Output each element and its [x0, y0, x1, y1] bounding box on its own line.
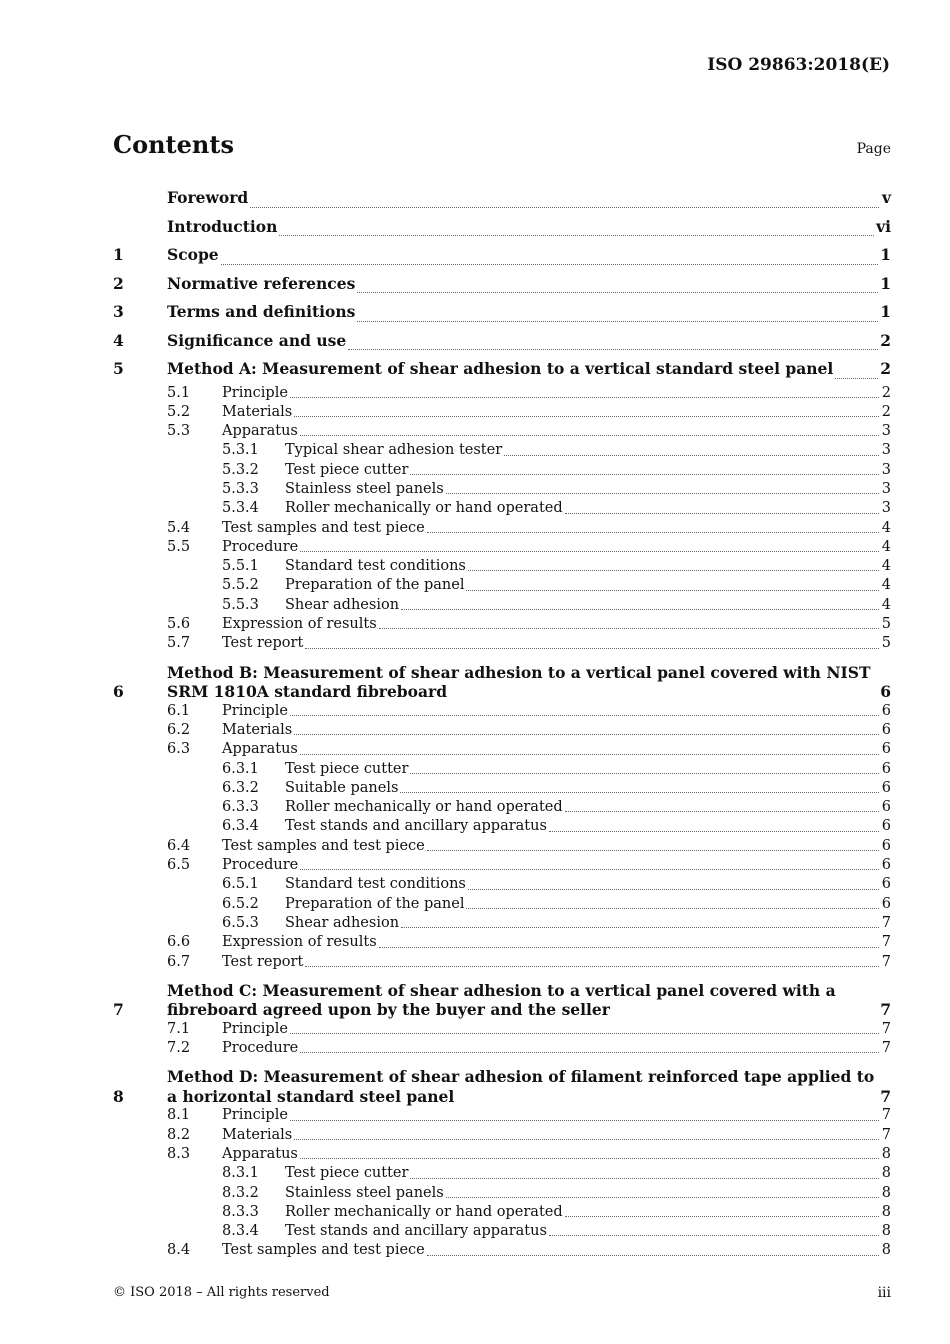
- toc-entry[interactable]: [113, 1222, 891, 1241]
- toc-entry-page[interactable]: 7: [881, 1107, 891, 1124]
- dot-leader: [468, 889, 879, 890]
- dot-leader: [466, 590, 879, 591]
- toc-entry[interactable]: [113, 241, 891, 270]
- toc-entry-title[interactable]: Normative references: [167, 273, 356, 293]
- toc-entry-title[interactable]: Materials: [222, 1126, 293, 1143]
- dot-leader: [290, 1033, 879, 1034]
- dot-leader: [565, 811, 879, 812]
- toc-entry-page[interactable]: 6: [881, 779, 891, 796]
- toc-entry-number: 5.1: [167, 384, 191, 401]
- toc-entry-title[interactable]: Shear adhesion: [285, 914, 400, 931]
- toc-entry-number: 6.1: [167, 702, 191, 719]
- toc-entry-page[interactable]: 7: [880, 1086, 891, 1106]
- dot-leader: [549, 1235, 879, 1236]
- toc-entry-number: 6: [113, 682, 124, 702]
- toc-entry-title[interactable]: Principle: [222, 384, 288, 401]
- toc-entry-number: 6.6: [167, 934, 191, 951]
- page-footer: [113, 1285, 891, 1301]
- dot-leader: [300, 1052, 879, 1053]
- toc-entry-page[interactable]: 4: [881, 538, 891, 555]
- toc-entry-page[interactable]: 8: [881, 1203, 891, 1220]
- dot-leader: [348, 349, 878, 350]
- dot-leader: [427, 850, 879, 851]
- toc-entry-number: 6.3: [167, 741, 191, 758]
- toc-entry[interactable]: [113, 184, 891, 213]
- toc-entry[interactable]: [113, 1067, 891, 1106]
- toc-entry-number: 8.3.4: [222, 1223, 259, 1240]
- toc-entry-page[interactable]: 5: [881, 616, 891, 633]
- toc-entry-page[interactable]: 8: [881, 1223, 891, 1240]
- toc-entry-title[interactable]: Test samples and test piece: [222, 1242, 425, 1259]
- toc-entry[interactable]: [113, 461, 891, 480]
- toc-entry-page[interactable]: 7: [880, 1000, 891, 1020]
- table-of-contents: [113, 184, 891, 1261]
- toc-entry-number: 6.7: [167, 953, 191, 970]
- dot-leader: [300, 435, 879, 436]
- dot-leader: [300, 1158, 879, 1159]
- toc-entry-number: 8.3: [167, 1146, 191, 1162]
- toc-entry-number: 2: [113, 273, 124, 293]
- toc-entry-number: 8.4: [167, 1242, 191, 1259]
- dot-leader: [290, 1120, 879, 1121]
- toc-entry-page[interactable]: 6: [881, 702, 891, 719]
- toc-entry-page[interactable]: 3: [881, 423, 891, 440]
- toc-entry-page[interactable]: 8: [881, 1146, 891, 1162]
- toc-entry-number: 6.5.1: [222, 876, 259, 893]
- toc-entry-number: 6.3.4: [222, 818, 259, 835]
- toc-entry-title[interactable]: Roller mechanically or hand operated: [285, 1203, 563, 1220]
- toc-entry-title[interactable]: Test samples and test piece: [222, 519, 425, 536]
- toc-entry-number: 5.2: [167, 403, 191, 420]
- toc-entry-page[interactable]: 5: [881, 635, 891, 652]
- toc-entry-title[interactable]: Significance and use: [167, 330, 347, 350]
- toc-entry-number: 6.2: [167, 721, 191, 738]
- dot-leader: [446, 1197, 879, 1198]
- toc-entry-number: 6.3.1: [222, 760, 259, 777]
- toc-entry[interactable]: [113, 663, 891, 702]
- toc-entry[interactable]: [113, 1106, 891, 1125]
- dot-leader: [400, 792, 879, 793]
- toc-entry-page[interactable]: 8: [881, 1165, 891, 1182]
- toc-entry-page[interactable]: 4: [881, 558, 891, 575]
- toc-entry-number: 4: [113, 330, 124, 350]
- dot-leader: [221, 264, 879, 265]
- toc-entry[interactable]: [113, 1126, 891, 1145]
- toc-entry-title[interactable]: Apparatus: [222, 741, 298, 758]
- toc-entry-page[interactable]: 1: [880, 302, 891, 321]
- dot-leader: [446, 493, 879, 494]
- page-column-label: Page: [856, 141, 891, 157]
- toc-entry[interactable]: [113, 213, 891, 242]
- toc-entry-title[interactable]: Principle: [222, 702, 288, 719]
- toc-entry[interactable]: [113, 634, 891, 653]
- toc-entry-page[interactable]: 7: [881, 1020, 891, 1037]
- toc-entry-page[interactable]: 3: [881, 461, 891, 478]
- toc-entry-page[interactable]: 6: [881, 837, 891, 854]
- toc-entry-number: 8.3.2: [222, 1184, 259, 1201]
- toc-entry-page[interactable]: 7: [881, 953, 891, 970]
- toc-entry[interactable]: [113, 760, 891, 779]
- toc-entry-page[interactable]: 6: [881, 799, 891, 816]
- toc-entry[interactable]: [113, 817, 891, 836]
- toc-entry[interactable]: [113, 615, 891, 634]
- toc-entry[interactable]: [113, 981, 891, 1020]
- toc-entry-number: 5.3.1: [222, 442, 259, 459]
- toc-entry-title[interactable]: Standard test conditions: [285, 876, 466, 893]
- toc-entry-number: 8.2: [167, 1126, 191, 1143]
- toc-entry-number: 6.5.3: [222, 914, 259, 931]
- dot-leader: [410, 773, 879, 774]
- toc-entry-title[interactable]: Method B: Measurement of shear adhesion to a vertical panel covered with NIST SRM 1810A standard fibreboard: [167, 662, 871, 702]
- toc-entry-page[interactable]: 6: [881, 818, 891, 835]
- toc-entry-page[interactable]: 3: [881, 500, 891, 517]
- toc-entry-page[interactable]: 6: [881, 876, 891, 893]
- toc-entry[interactable]: [113, 721, 891, 740]
- toc-entry-title[interactable]: Test report: [222, 953, 304, 970]
- toc-entry[interactable]: [113, 499, 891, 518]
- dot-leader: [279, 235, 874, 236]
- contents-heading: [113, 130, 891, 159]
- toc-entry[interactable]: [113, 298, 891, 327]
- dot-leader: [300, 754, 879, 755]
- toc-entry-title[interactable]: Shear adhesion: [285, 596, 400, 613]
- dot-leader: [294, 416, 879, 417]
- page-number: iii: [877, 1285, 891, 1301]
- toc-entry-title[interactable]: Procedure: [222, 857, 299, 874]
- toc-entry-page[interactable]: 8: [881, 1184, 891, 1201]
- toc-entry-number: 5.7: [167, 635, 191, 652]
- toc-entry-number: 8.1: [167, 1107, 191, 1124]
- toc-entry-number: 7: [113, 1000, 124, 1020]
- toc-entry[interactable]: [113, 538, 891, 557]
- toc-entry[interactable]: [113, 856, 891, 875]
- toc-entry-title[interactable]: Test report: [222, 635, 304, 652]
- toc-entry-page[interactable]: 6: [881, 760, 891, 777]
- toc-entry-title[interactable]: Scope: [167, 245, 219, 264]
- toc-entry-title[interactable]: Preparation of the panel: [285, 895, 465, 912]
- toc-entry-number: 8: [113, 1086, 124, 1106]
- toc-entry-page[interactable]: 2: [880, 330, 891, 350]
- toc-entry[interactable]: [113, 519, 891, 538]
- toc-entry-title[interactable]: Test piece cutter: [285, 1165, 409, 1182]
- toc-entry-title[interactable]: Method D: Measurement of shear adhesion of filament reinforced tape applied to a horizontal standard steel panel: [167, 1067, 875, 1106]
- toc-entry-title[interactable]: Apparatus: [222, 423, 298, 440]
- toc-entry-page[interactable]: 1: [880, 273, 891, 293]
- dot-leader: [379, 947, 879, 948]
- dot-leader: [401, 609, 879, 610]
- toc-entry-title[interactable]: Roller mechanically or hand operated: [285, 799, 563, 816]
- toc-entry[interactable]: [113, 403, 891, 422]
- toc-entry-number: 6.5: [167, 857, 191, 874]
- toc-entry[interactable]: [113, 384, 891, 403]
- toc-entry[interactable]: [113, 480, 891, 499]
- dot-leader: [300, 551, 879, 552]
- dot-leader: [835, 378, 878, 379]
- toc-entry[interactable]: [113, 1203, 891, 1222]
- dot-leader: [466, 908, 879, 909]
- toc-entry[interactable]: [113, 576, 891, 595]
- toc-entry-number: 1: [113, 245, 124, 264]
- toc-entry-title[interactable]: Standard test conditions: [285, 558, 466, 575]
- toc-entry-title[interactable]: Procedure: [222, 1040, 299, 1057]
- copyright-notice: © ISO 2018 – All rights reserved: [113, 1285, 330, 1300]
- toc-entry[interactable]: [113, 914, 891, 933]
- toc-entry-number: 8.3.1: [222, 1165, 259, 1182]
- toc-entry-title[interactable]: Test piece cutter: [285, 760, 409, 777]
- toc-entry[interactable]: [113, 327, 891, 356]
- toc-entry[interactable]: [113, 895, 891, 914]
- dot-leader: [410, 1178, 879, 1179]
- toc-entry-title[interactable]: Method A: Measurement of shear adhesion to a vertical standard steel panel: [167, 359, 834, 378]
- toc-entry-number: 6.4: [167, 837, 191, 854]
- toc-entry[interactable]: [113, 557, 891, 576]
- toc-entry-title[interactable]: Stainless steel panels: [285, 1184, 444, 1201]
- dot-leader: [410, 474, 879, 475]
- toc-entry-page[interactable]: 4: [881, 519, 891, 536]
- toc-entry-page[interactable]: 7: [881, 914, 891, 931]
- dot-leader: [300, 869, 879, 870]
- toc-entry[interactable]: [113, 933, 891, 952]
- toc-entry-page[interactable]: v: [881, 188, 891, 207]
- toc-entry-number: 5.5.3: [222, 596, 259, 613]
- toc-entry-page[interactable]: 6: [881, 857, 891, 874]
- dot-leader: [468, 570, 879, 571]
- toc-entry-title[interactable]: Apparatus: [222, 1146, 298, 1162]
- toc-entry[interactable]: [113, 837, 891, 856]
- toc-entry-page[interactable]: 8: [881, 1242, 891, 1259]
- toc-entry-title[interactable]: Expression of results: [222, 616, 377, 633]
- toc-entry[interactable]: [113, 1020, 891, 1039]
- toc-entry-number: 5: [113, 359, 124, 378]
- toc-entry-title[interactable]: Materials: [222, 721, 293, 738]
- dot-leader: [379, 628, 879, 629]
- toc-entry-number: 5.5.2: [222, 577, 259, 594]
- dot-leader: [401, 927, 879, 928]
- toc-entry-title[interactable]: Expression of results: [222, 934, 377, 951]
- toc-entry[interactable]: [113, 1145, 891, 1164]
- toc-entry-title[interactable]: Roller mechanically or hand operated: [285, 500, 563, 517]
- toc-entry-title[interactable]: Foreword: [167, 188, 249, 207]
- toc-entry-page[interactable]: 6: [880, 682, 891, 702]
- toc-entry-number: 7.1: [167, 1020, 191, 1037]
- toc-entry-title[interactable]: Principle: [222, 1107, 288, 1124]
- toc-entry-page[interactable]: 6: [881, 741, 891, 758]
- dot-leader: [357, 292, 878, 293]
- dot-leader: [565, 1216, 879, 1217]
- toc-entry-page[interactable]: 3: [881, 480, 891, 497]
- dot-leader: [250, 207, 879, 208]
- toc-entry-number: 6.3.2: [222, 779, 259, 796]
- toc-entry-title[interactable]: Suitable panels: [285, 779, 399, 796]
- toc-entry-page[interactable]: 2: [881, 403, 891, 420]
- dot-leader: [294, 1139, 879, 1140]
- toc-entry-title[interactable]: Test piece cutter: [285, 461, 409, 478]
- toc-entry-number: 5.5.1: [222, 558, 259, 575]
- toc-entry-title[interactable]: Typical shear adhesion tester: [285, 442, 503, 459]
- toc-entry-number: 6.3.3: [222, 799, 259, 816]
- toc-entry-title[interactable]: Test stands and ancillary apparatus: [285, 1223, 547, 1240]
- toc-entry[interactable]: [113, 953, 891, 972]
- toc-entry-page[interactable]: 7: [881, 1040, 891, 1057]
- toc-entry-title[interactable]: Method C: Measurement of shear adhesion to a vertical panel covered with a fibreboard agreed upon by the buyer and the seller: [167, 980, 836, 1020]
- toc-entry[interactable]: [113, 740, 891, 759]
- toc-entry-page[interactable]: 4: [881, 577, 891, 594]
- toc-entry-page[interactable]: 1: [880, 245, 891, 264]
- toc-entry[interactable]: [113, 422, 891, 441]
- dot-leader: [427, 532, 879, 533]
- dot-leader: [294, 734, 879, 735]
- toc-entry-number: 3: [113, 302, 124, 321]
- toc-entry-title[interactable]: Principle: [222, 1020, 288, 1037]
- toc-entry-page[interactable]: 2: [881, 384, 891, 401]
- toc-entry[interactable]: [113, 355, 891, 384]
- toc-entry[interactable]: [113, 270, 891, 299]
- toc-entry[interactable]: [113, 1184, 891, 1203]
- toc-entry-number: 5.4: [167, 519, 191, 536]
- toc-entry[interactable]: [113, 779, 891, 798]
- dot-leader: [504, 455, 879, 456]
- dot-leader: [427, 1255, 879, 1256]
- toc-entry-number: 5.6: [167, 616, 191, 633]
- toc-entry-page[interactable]: 2: [880, 359, 891, 378]
- toc-entry-title[interactable]: Preparation of the panel: [285, 577, 465, 594]
- toc-entry-page[interactable]: 3: [881, 442, 891, 459]
- toc-entry-title[interactable]: Procedure: [222, 538, 299, 555]
- toc-entry-page[interactable]: 7: [881, 934, 891, 951]
- toc-entry-title[interactable]: Terms and definitions: [167, 302, 356, 321]
- page-title: Contents: [113, 130, 234, 159]
- standard-identifier: ISO 29863:2018(E): [707, 55, 890, 75]
- toc-entry[interactable]: [113, 596, 891, 615]
- toc-entry-title[interactable]: Test samples and test piece: [222, 837, 425, 854]
- toc-entry-number: 8.3.3: [222, 1203, 259, 1220]
- toc-entry-number: 5.3: [167, 423, 191, 440]
- toc-entry-number: 5.3.4: [222, 500, 259, 517]
- dot-leader: [305, 648, 879, 649]
- toc-entry[interactable]: [113, 798, 891, 817]
- toc-entry[interactable]: [113, 1164, 891, 1183]
- dot-leader: [357, 321, 878, 322]
- dot-leader: [549, 831, 879, 832]
- toc-entry-page[interactable]: vi: [876, 216, 891, 236]
- toc-entry[interactable]: [113, 1039, 891, 1058]
- toc-entry-number: 5.3.3: [222, 480, 259, 497]
- toc-entry[interactable]: [113, 875, 891, 894]
- toc-entry-page[interactable]: 6: [881, 721, 891, 738]
- dot-leader: [565, 513, 879, 514]
- toc-entry[interactable]: [113, 702, 891, 721]
- toc-entry[interactable]: [113, 1241, 891, 1260]
- toc-entry-number: 5.3.2: [222, 461, 259, 478]
- dot-leader: [290, 715, 879, 716]
- toc-entry-title[interactable]: Test stands and ancillary apparatus: [285, 818, 547, 835]
- toc-entry-page[interactable]: 6: [881, 895, 891, 912]
- toc-entry-title[interactable]: Stainless steel panels: [285, 480, 444, 497]
- toc-entry-title[interactable]: Introduction: [167, 216, 278, 236]
- dot-leader: [290, 397, 879, 398]
- toc-entry-number: 7.2: [167, 1040, 191, 1057]
- dot-leader: [305, 966, 879, 967]
- toc-entry-page[interactable]: 7: [881, 1126, 891, 1143]
- toc-entry-number: 6.5.2: [222, 895, 259, 912]
- toc-entry-page[interactable]: 4: [881, 596, 891, 613]
- toc-entry-number: 5.5: [167, 538, 191, 555]
- toc-entry-title[interactable]: Materials: [222, 403, 293, 420]
- toc-entry[interactable]: [113, 441, 891, 460]
